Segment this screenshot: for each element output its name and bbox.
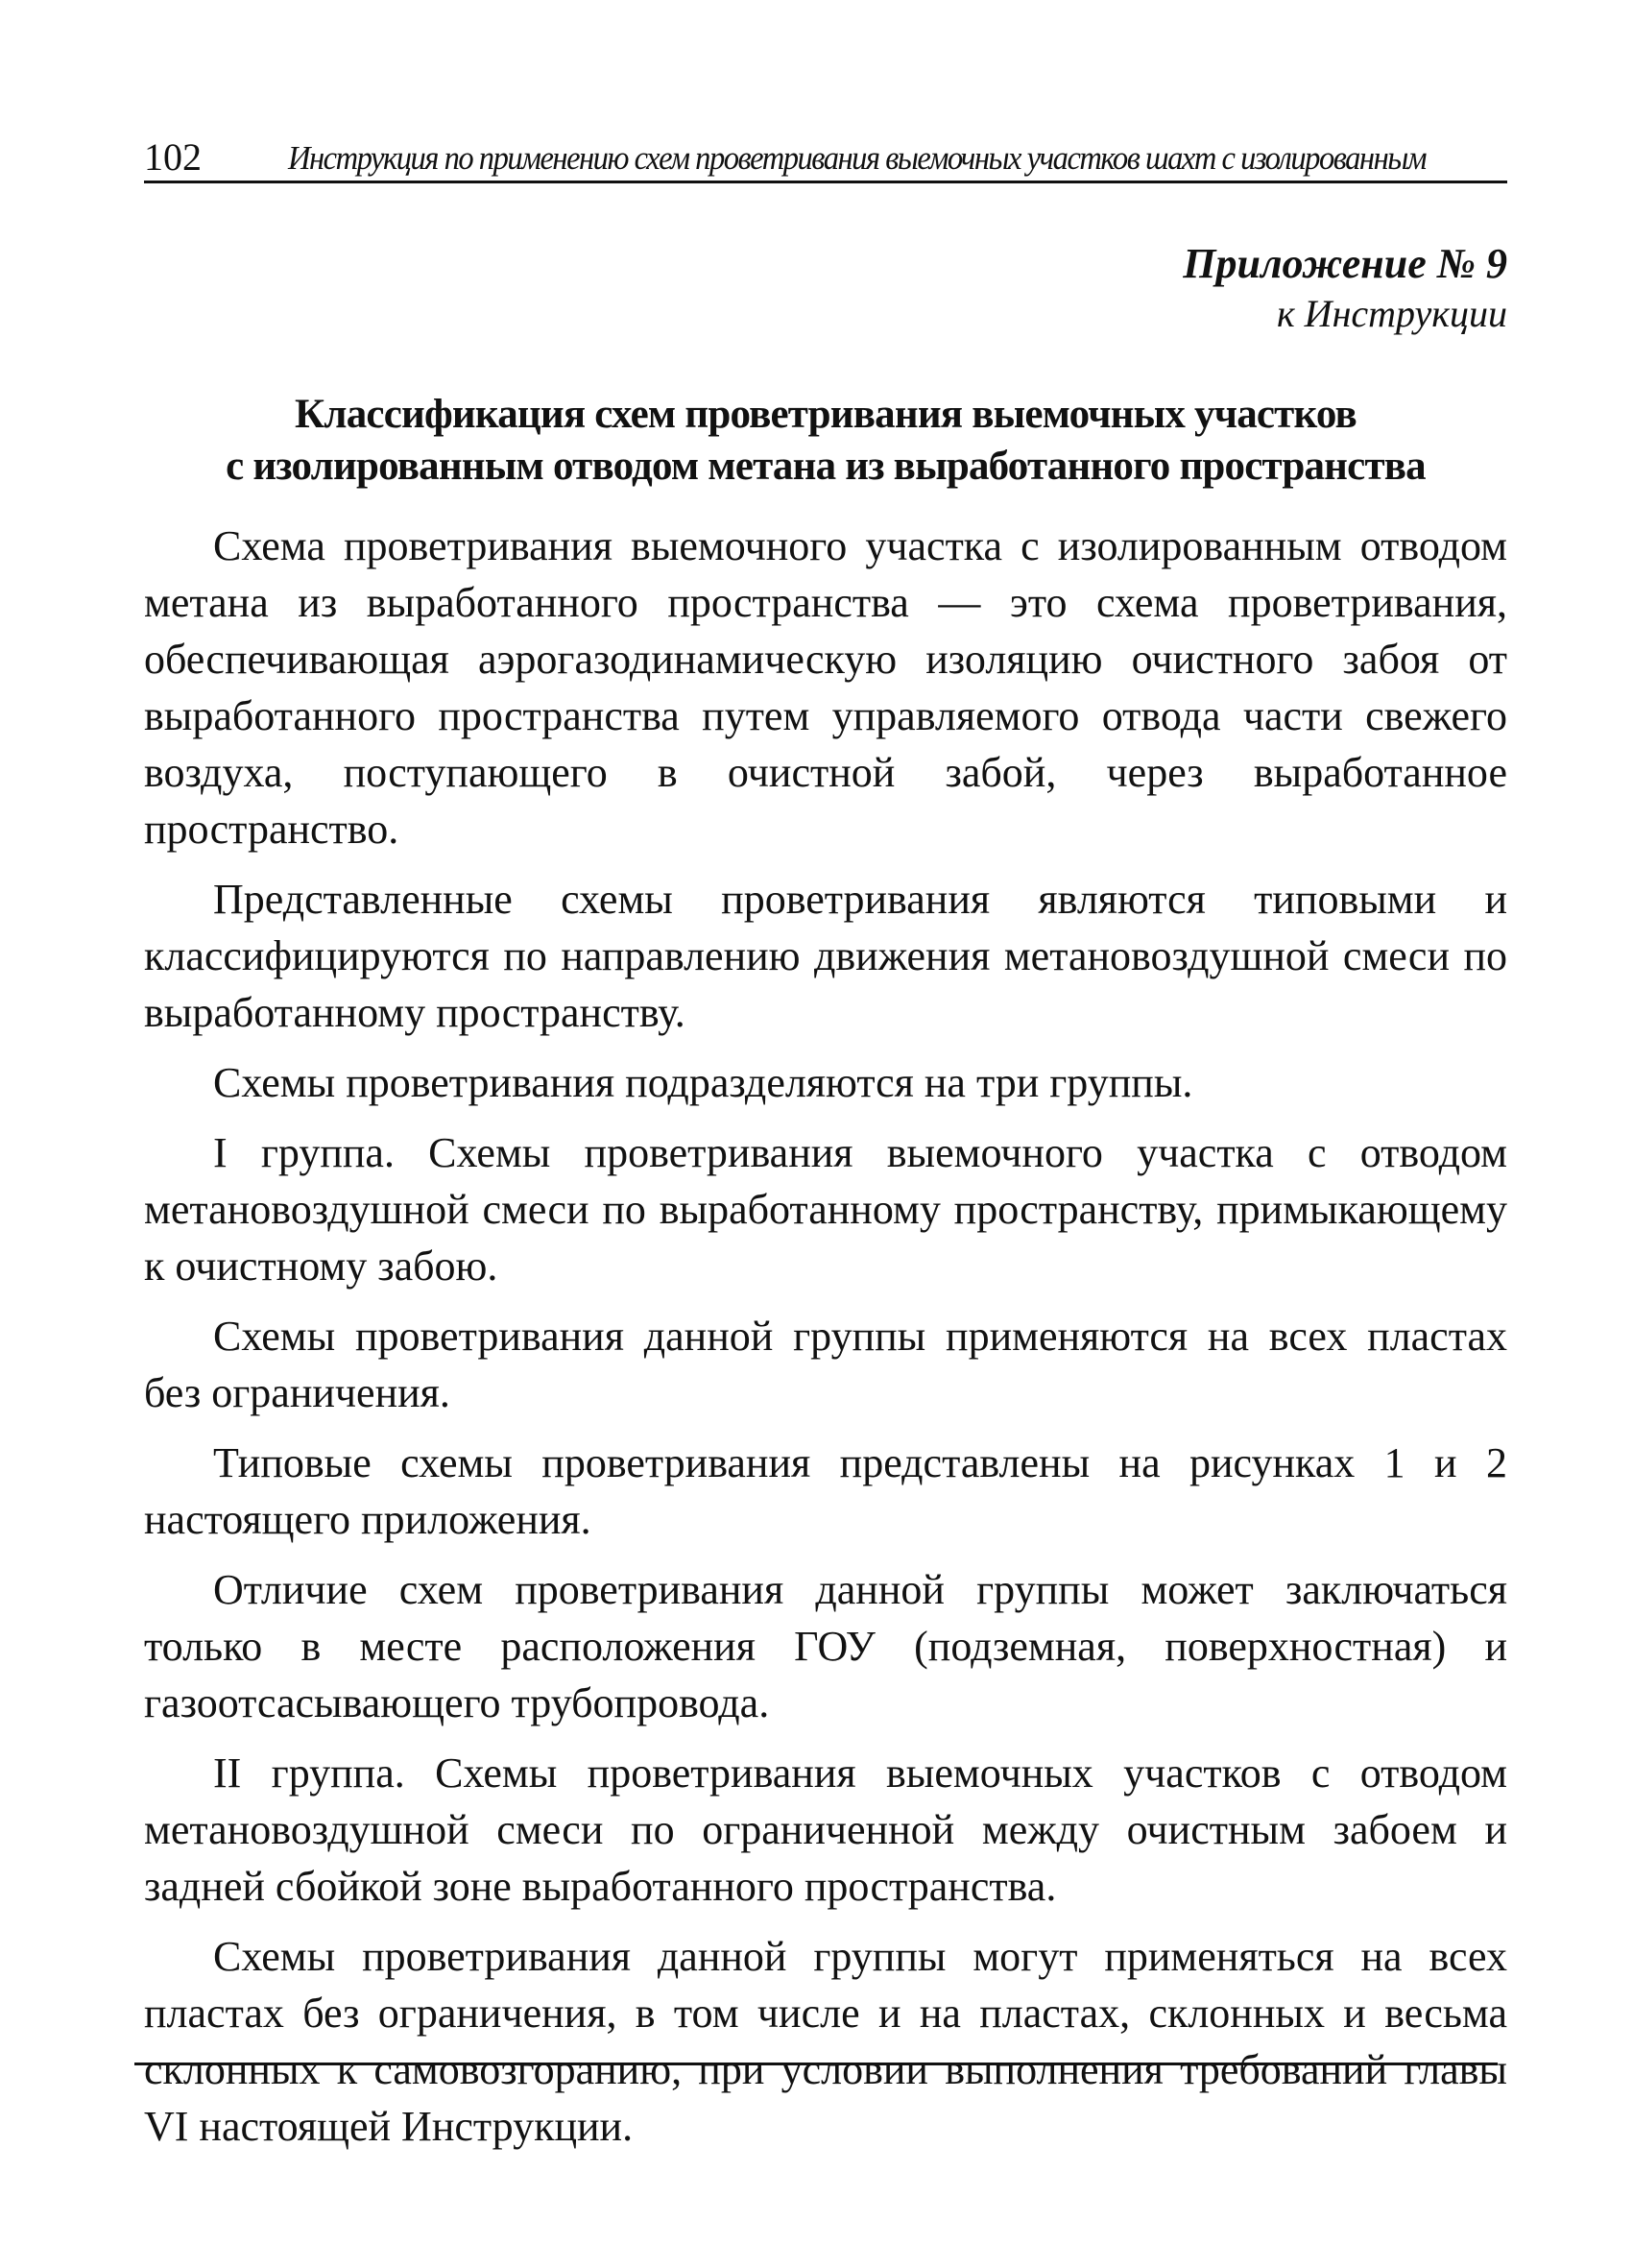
document-title-line-1: Классификация схем проветривания выемочных участков	[295, 392, 1357, 437]
appendix-subtitle: к Инструкции	[1276, 292, 1507, 335]
appendix-reference	[144, 239, 1507, 339]
document-title-line-2: с изолированным отводом метана из выработанного пространства	[226, 444, 1426, 489]
body-text	[144, 518, 1507, 2155]
footer-rule	[134, 2063, 1498, 2065]
paragraph-9: Схемы проветривания данной группы могут применяться на всех пластах без ограничения, в том числе и на пластах, склонных и весьма склонных к самовозгоранию, при условии выполнения требований главы VI настоящей Инструкции.	[144, 1933, 1507, 2150]
running-title: Инструкция по применению схем проветривания выемочных участков шахт с изолированным	[288, 139, 1427, 177]
paragraph-3: Схемы проветривания подразделяются на три группы.	[213, 1059, 1193, 1106]
paragraph-4: I группа. Схемы проветривания выемочного участка с отводом метановоздушной смеси по выработанному пространству, примыкающему к очистному забою.	[144, 1129, 1507, 1290]
paragraph-2: Представленные схемы проветривания являются типовыми и классифицируются по направлению движения метановоздушной смеси по выработанному пространству.	[144, 876, 1507, 1036]
paragraph-6: Типовые схемы проветривания представлены на рисунках 1 и 2 настоящего приложения.	[144, 1439, 1507, 1543]
paragraph-8: II группа. Схемы проветривания выемочных участков с отводом метановоздушной смеси по ограниченной между очистным забоем и задней сбойкой зоне выработанного пространства.	[144, 1749, 1507, 1910]
document-title	[144, 389, 1507, 493]
paragraph-1: Схема проветривания выемочного участка с изолированным отводом метана из выработанного пространства — это схема проветривания, обеспечивающая аэрогазодинамическую изоляцию очистного забоя от выработанного пространства путем управляемого отвода части свежего воздуха, поступающего в очистной забой, через выработанное пространство.	[144, 522, 1507, 853]
page-number: 102	[144, 135, 202, 179]
appendix-label: Приложение № 9	[1183, 240, 1507, 287]
paragraph-5: Схемы проветривания данной группы применяются на всех пластах без ограничения.	[144, 1313, 1507, 1416]
document-page	[144, 125, 1507, 2168]
paragraph-7: Отличие схем проветривания данной группы может заключаться только в месте расположения ГОУ (подземная, поверхностная) и газоотсасывающего трубопровода.	[144, 1566, 1507, 1726]
running-header	[144, 125, 1507, 183]
